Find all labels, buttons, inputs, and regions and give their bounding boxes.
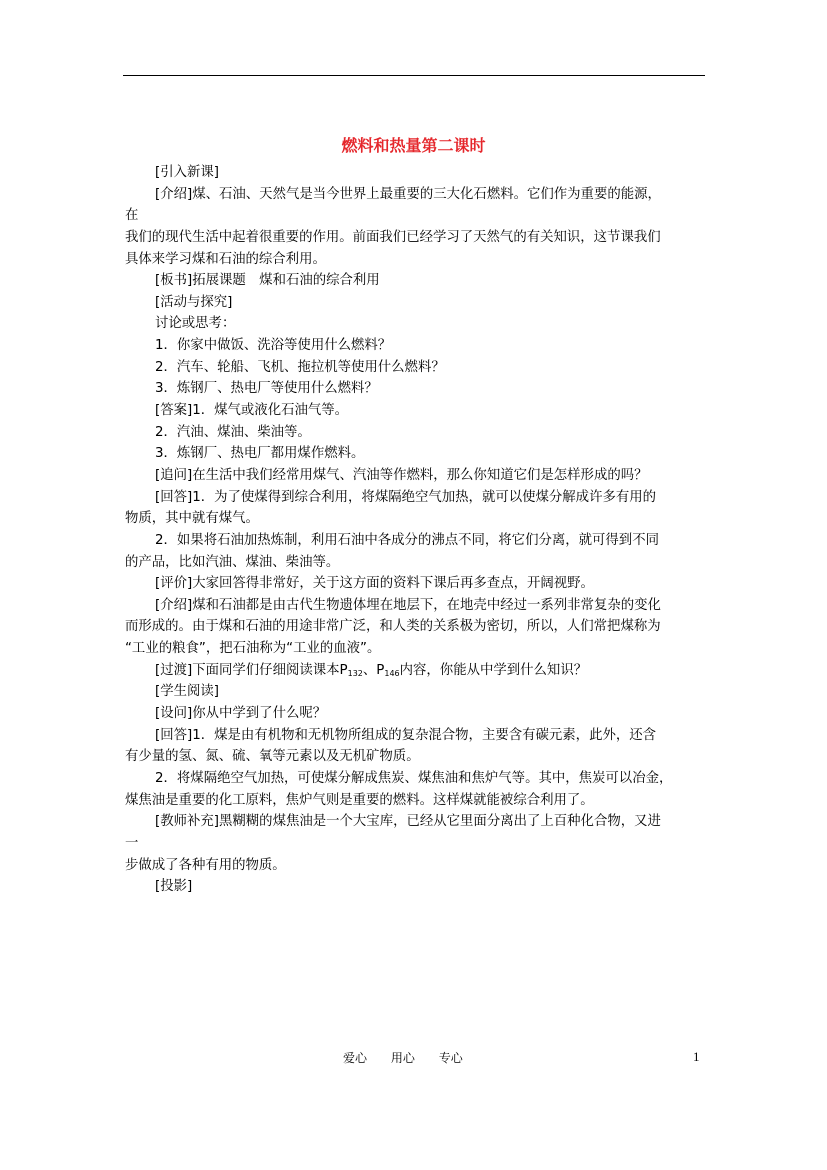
page-title: 燃料和热量第二课时 (341, 136, 486, 155)
text-line: 在 (125, 208, 139, 224)
page-ref-subscript: 146 (384, 668, 400, 678)
text-line: 煤焦油是重要的化工原料，焦炉气则是重要的燃料。这样煤就能被综合利用了。 (125, 792, 594, 808)
transition-suffix: 内容，你能从中学到什么知识？ (399, 662, 588, 678)
text-line: [回答]1．煤是由有机物和无机物所组成的复杂混合物，主要含有碳元素，此外，还含 (155, 727, 657, 743)
text-line: [介绍]煤和石油都是由古代生物遗体埋在地层下，在地壳中经过一系列非常复杂的变化 (155, 597, 661, 613)
text-line: 2．将煤隔绝空气加热，可使煤分解成焦炭、煤焦油和焦炉气等。其中，焦炭可以冶金， (155, 770, 673, 786)
text-line: [评价]大家回答得非常好，关于这方面的资料下课后再多查点，开阔视野。 (155, 576, 594, 592)
text-line: [回答]1．为了使煤得到综合利用，将煤隔绝空气加热，就可以使煤分解成许多有用的 (155, 489, 657, 505)
text-line: 而形成的。由于煤和石油的用途非常广泛，和人类的关系极为密切，所以，人们常把煤称为 (125, 619, 661, 635)
text-line: [活动与探究] (155, 294, 233, 310)
page-number: 1 (693, 1049, 700, 1064)
text-line: [引入新课] (155, 165, 220, 180)
text-line: [板书]拓展课题 煤和石油的综合利用 (155, 273, 380, 289)
text-line: 讨论或思考： (155, 316, 236, 332)
text-line: [答案]1．煤气或液化石油气等。 (155, 403, 349, 419)
text-line: 2．汽油、煤油、柴油等。 (155, 424, 311, 440)
document-body (125, 162, 710, 898)
text-line: [学生阅读] (155, 684, 220, 700)
text-line: 3．炼钢厂、热电厂都用煤作燃料。 (155, 446, 365, 462)
header-rule (123, 75, 705, 76)
footer-labels (343, 1049, 483, 1066)
footer-label: 专心 (438, 1051, 463, 1065)
text-line: 具体来学习煤和石油的综合利用。 (125, 251, 326, 267)
text-line: 步做成了各种有用的物质。 (125, 857, 286, 873)
page-ref-subscript: 132 (347, 668, 363, 678)
transition-middle: 、P (362, 662, 385, 678)
text-line-transition (125, 660, 710, 682)
text-line: [投影] (155, 879, 193, 895)
text-line: [追问]在生活中我们经常用煤气、汽油等作燃料，那么你知道它们是怎样形成的吗？ (155, 467, 648, 483)
text-line: 一 (125, 835, 139, 851)
text-line: 2．如果将石油加热炼制，利用石油中各成分的沸点不同，将它们分离，就可得到不同 (155, 532, 659, 548)
text-line: 3．炼钢厂、热电厂等使用什么燃料？ (155, 381, 378, 397)
footer-label: 爱心 (343, 1051, 368, 1065)
text-line: 有少量的氢、氮、硫、氧等元素以及无机矿物质。 (125, 749, 420, 765)
text-line: 2．汽车、轮船、飞机、拖拉机等使用什么燃料？ (155, 359, 445, 375)
text-line: 1．你家中做饭、洗浴等使用什么燃料？ (155, 338, 392, 354)
text-line: 的产品，比如汽油、煤油、柴油等。 (125, 554, 340, 570)
footer-label: 用心 (390, 1051, 415, 1065)
text-line: [设问]你从中学到了什么呢？ (155, 706, 327, 722)
transition-prefix: [过渡]下面同学们仔细阅读课本P (155, 662, 348, 678)
text-line: 物质，其中就有煤气。 (125, 511, 259, 527)
text-line: [教师补充]黑糊糊的煤焦油是一个大宝库，已经从它里面分离出了上百种化合物，又进 (155, 814, 661, 830)
text-line: 我们的现代生活中起着很重要的作用。前面我们已经学习了天然气的有关知识，这节课我们 (125, 229, 661, 245)
text-line: “工业的粮食”，把石油称为“工业的血液”。 (125, 641, 381, 657)
text-line: [介绍]煤、石油、天然气是当今世界上最重要的三大化石燃料。它们作为重要的能源， (155, 186, 661, 202)
